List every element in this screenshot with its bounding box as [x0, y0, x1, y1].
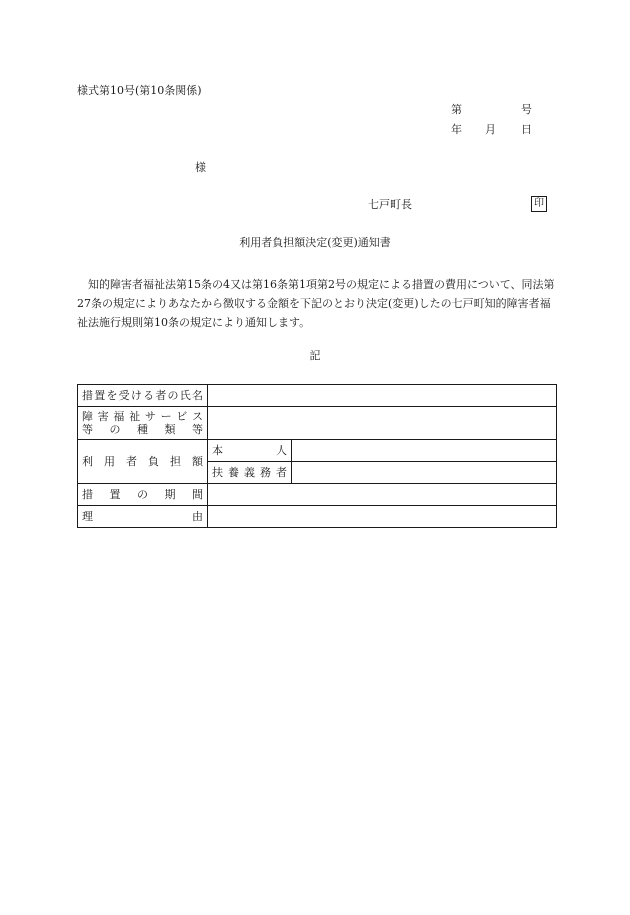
document-number-suffix: 号: [521, 103, 532, 116]
table-row: [78, 407, 557, 440]
document-number-prefix: 第: [451, 103, 462, 116]
label-burden-self: 本人: [208, 440, 292, 462]
notice-table: [77, 384, 557, 528]
label-reason: 理由: [78, 506, 208, 528]
date-day-label: 日: [521, 123, 532, 136]
label-burden-guardian: 扶養義務者: [208, 462, 292, 484]
value-recipient-name[interactable]: [208, 385, 557, 407]
document-title: 利用者負担額決定(変更)通知書: [239, 236, 391, 249]
date-month-label: 月: [485, 123, 496, 136]
ki-heading: 記: [309, 349, 321, 362]
recipient-honorific: 様: [195, 161, 206, 174]
table-row: [78, 385, 557, 407]
value-service-type[interactable]: [208, 407, 557, 440]
label-measure-period: 措置の期間: [78, 484, 208, 506]
label-recipient-name: 措置を受ける者の氏名: [78, 385, 208, 407]
seal-mark: 印: [531, 196, 547, 212]
label-user-burden: 利用者負担額: [78, 440, 208, 484]
form-identifier: 様式第10号(第10条関係): [77, 84, 202, 97]
table-row: [78, 484, 557, 506]
label-service-type-line1: 障害福祉サービス: [82, 410, 203, 423]
date-year-label: 年: [451, 123, 462, 136]
label-service-type-line2: 等の種類等: [82, 423, 203, 436]
notice-body: 知的障害者福祉法第15条の4又は第16条第1項第2号の規定による措置の費用について、同法第27条の規定によりあなたから徴収する金額を下記のとおり決定(変更)したの七戸町知的障害者福祉法施行規則第10条の規定により通知します。: [77, 278, 555, 329]
value-burden-self[interactable]: [292, 440, 557, 462]
value-burden-guardian[interactable]: [292, 462, 557, 484]
table-row: [78, 506, 557, 528]
issuer-title: 七戸町長: [368, 198, 412, 211]
value-measure-period[interactable]: [208, 484, 557, 506]
value-reason[interactable]: [208, 506, 557, 528]
table-row: [78, 440, 557, 462]
label-service-type: [78, 407, 208, 440]
